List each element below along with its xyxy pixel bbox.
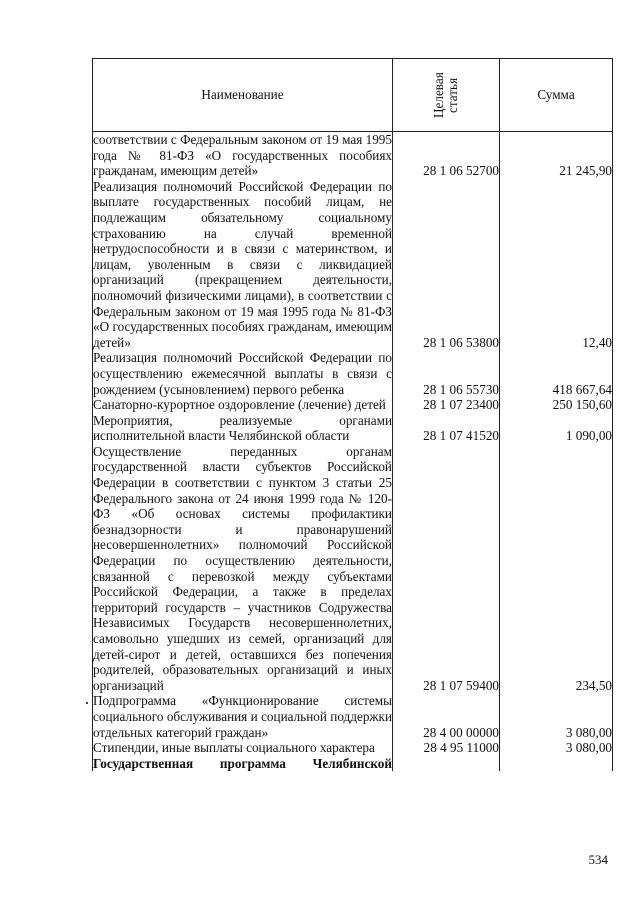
- row-name: Реализация полномочий Российской Федерации по осуществлению ежемесячной выплаты в связи с рождением (усыновлением) первого ребенка: [93, 350, 392, 397]
- row-sum: 250 150,60: [500, 397, 613, 413]
- row-name: Санаторно-курортное оздоровление (лечение) детей: [93, 397, 393, 413]
- budget-table: [92, 58, 613, 771]
- table-row: [93, 350, 613, 397]
- row-name: Стипендии, иные выплаты социального характера: [93, 740, 393, 756]
- row-name: Осуществление переданных органам государственной власти субъектов Российской Федерации в соответствии с пунктом 3 статьи 25 Федерального закона от 24 июня 1999 года № 120-ФЗ «Об основах системы профилактики безнадзорности и правонарушений несовершеннолетних» полномочий Российской Федерации по осуществлению деятельности, связанной с перевозкой между субъектами Российской Федерации, а также в пределах территорий государств – участников Содружества Независимых Государств несовершеннолетних, самовольно ушедших из семей, организаций для детей-сирот и детей, оставшихся без попечения родителей, образовательных организаций и иных организаций: [93, 443, 392, 693]
- row-code: 28 1 06 55730: [393, 350, 500, 397]
- header-code: [393, 59, 500, 132]
- table-row: [93, 756, 613, 772]
- row-sum: 3 080,00: [500, 693, 613, 740]
- row-name: Подпрограмма «Функционирование системы социального обслуживания и социальной поддержки отдельных категорий граждан»: [93, 693, 392, 740]
- row-code: 28 4 00 00000: [393, 693, 500, 740]
- row-name: соответствии с Федеральным законом от 19 мая 1995 года № 81-ФЗ «О государственных пособиях гражданам, имеющим детей»: [93, 132, 392, 179]
- row-name: Реализация полномочий Российской Федерации по выплате государственных пособий лицам, не подлежащим обязательному социальному страхованию на случай временной нетрудоспособности и в связи с материнством, и лицам, уволенным в связи с ликвидацией организаций (прекращением деятельности, полномочий физическими лицами), в соответствии с Федеральным законом от 19 мая 1995 года № 81-ФЗ «О государственных пособиях гражданам, имеющим детей»: [93, 178, 392, 350]
- table-row: [93, 413, 613, 444]
- row-sum: 3 080,00: [500, 740, 613, 756]
- row-code: 28 1 06 52700: [393, 132, 500, 179]
- table-body: [93, 132, 613, 772]
- row-sum: 234,50: [500, 444, 613, 694]
- row-sum: [500, 756, 613, 772]
- header-sum: Сумма: [500, 59, 613, 132]
- row-sum: 418 667,64: [500, 350, 613, 397]
- row-code: 28 4 95 11000: [393, 740, 500, 756]
- page-number: 534: [588, 852, 608, 867]
- table-row: [93, 179, 613, 351]
- row-code: 28 1 06 53800: [393, 179, 500, 351]
- table-row: [93, 132, 613, 179]
- row-sum: 12,40: [500, 179, 613, 351]
- row-sum: 1 090,00: [500, 413, 613, 444]
- row-code: 28 1 07 23400: [393, 397, 500, 413]
- row-name: Государственная программа Челябинской: [93, 755, 392, 771]
- margin-mark: [86, 702, 88, 704]
- table-row: [93, 444, 613, 694]
- table-row: [93, 740, 613, 756]
- row-name: Мероприятия, реализуемые органами исполнительной власти Челябинской области: [93, 412, 392, 444]
- table-row: [93, 397, 613, 413]
- row-code: 28 1 07 59400: [393, 444, 500, 694]
- row-sum: 21 245,90: [500, 132, 613, 179]
- header-name: Наименование: [93, 59, 393, 132]
- row-code: 28 1 07 41520: [393, 413, 500, 444]
- table-header-row: [93, 59, 613, 132]
- table-row: [93, 693, 613, 740]
- row-code: [393, 756, 500, 772]
- header-code-label: Целевая статья: [431, 72, 460, 118]
